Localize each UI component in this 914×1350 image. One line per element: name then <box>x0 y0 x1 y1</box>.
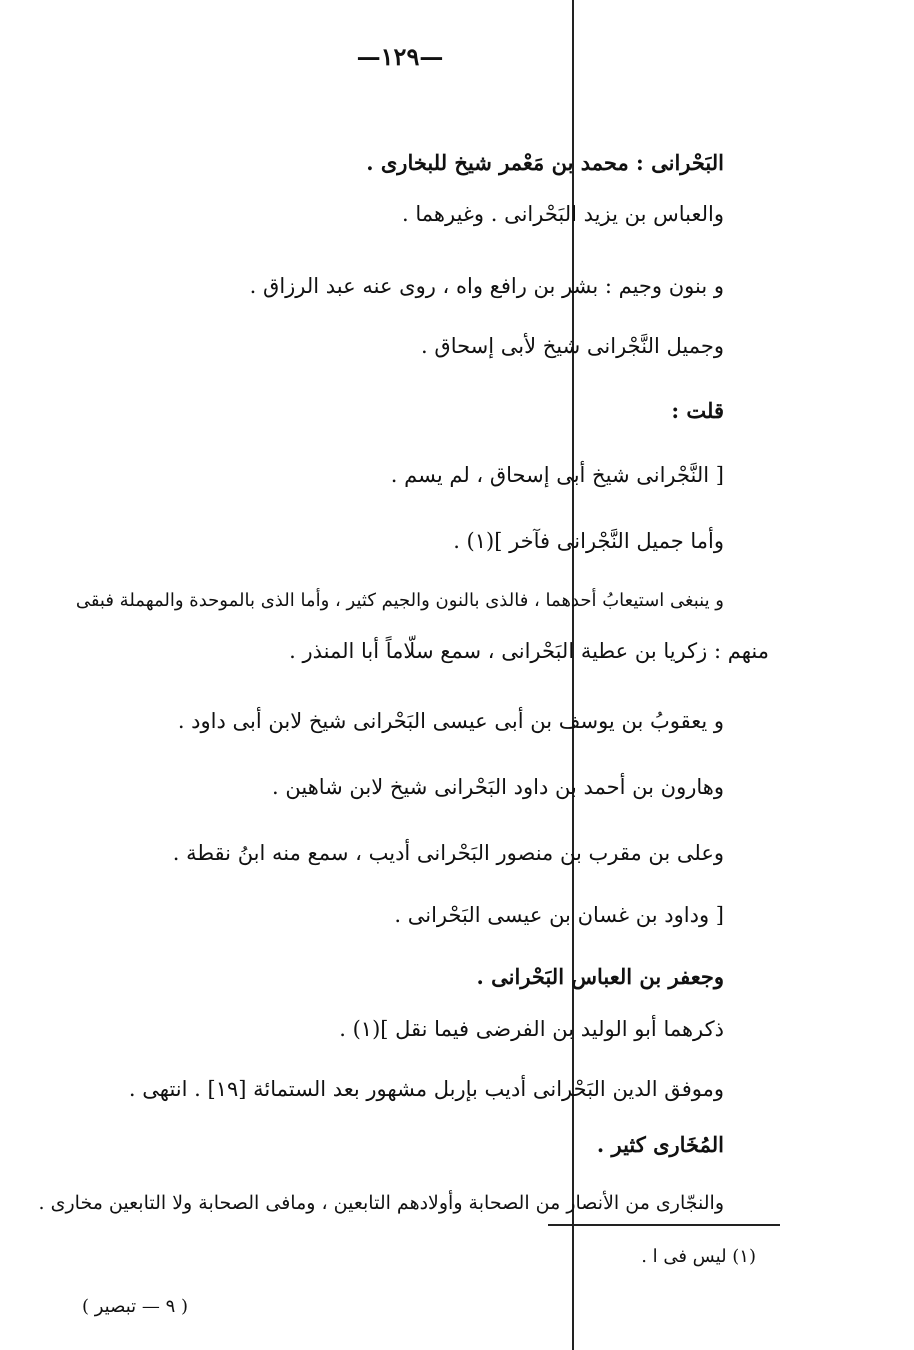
text-line-6: [ النَّجْرانى شيخ أبى إسحاق ، لم يسم . <box>390 463 724 487</box>
text-line-15: ذكرهما أبو الوليد بن الفرضى فيما نقل ](١) . <box>339 1017 724 1041</box>
text-line-14: وجعفر بن العباس البَحْرانى . <box>476 964 724 989</box>
text-line-9: منهم : زكريا بن عطية البَحْرانى ، سمع سلّاماً أبا المنذر . <box>289 639 769 663</box>
page-number: —١٢٩— <box>356 42 444 71</box>
text-line-7: وأما جميل النَّجْرانى فآخر ](١) . <box>453 529 724 553</box>
text-line-3: و بنون وجيم : بشر بن رافع واه ، روى عنه عبد الرزاق . <box>249 274 724 298</box>
footnote: (١) ليس فى ا . <box>641 1246 756 1267</box>
text-line-17: المُخَارى كثير . <box>596 1132 724 1157</box>
text-line-10: و يعقوبُ بن يوسف بن أبى عيسى البَحْرانى شيخ لابن أبى داود . <box>177 709 724 733</box>
signature-mark: ( ٩ — تبصير ) <box>82 1296 189 1317</box>
text-line-18: والنجّارى من الأنصار من الصحابة وأولادهم التابعين ، ومافى الصحابة ولا التابعين مخارى . <box>38 1192 724 1214</box>
text-line-2: والعباس بن يزيد البَحْرانى . وغيرهما . <box>402 202 724 226</box>
text-line-11: وهارون بن أحمد بن داود البَحْرانى شيخ لابن شاهين . <box>272 775 724 799</box>
text-line-8: و ينبغى استيعابُ أحدهما ، فالذى بالنون والجيم كثير ، وأما الذى بالموحدة والمهملة فبقى <box>75 590 724 611</box>
text-line-12: وعلى بن مقرب بن منصور البَحْرانى أديب ، سمع منه ابنُ نقطة . <box>172 841 724 865</box>
text-line-4: وجميل النَّجْرانى شيخ لأبى إسحاق . <box>421 334 724 358</box>
text-line-16: وموفق الدين البَحْرانى أديب بإربل مشهور بعد الستمائة [١٩] . انتهى . <box>128 1077 724 1101</box>
text-line-13: [ وداود بن غسان بن عيسى البَحْرانى . <box>394 903 724 927</box>
footnote-rule <box>548 1224 780 1226</box>
text-line-1: البَحْرانى : محمد بن مَعْمر شيخ للبخارى . <box>366 150 724 175</box>
text-line-5: قلت : <box>671 398 724 423</box>
